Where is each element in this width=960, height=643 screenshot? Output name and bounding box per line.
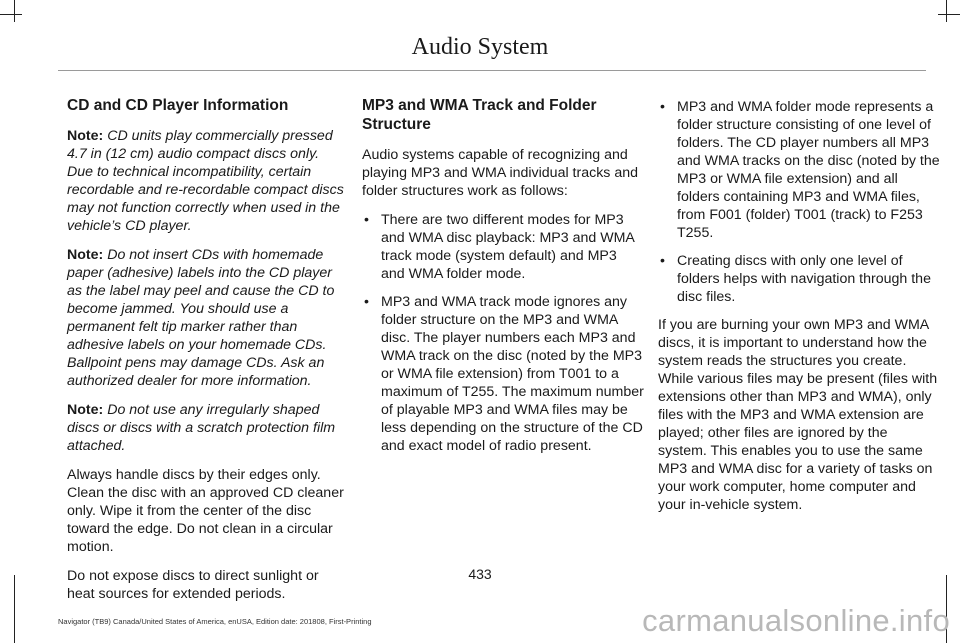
column-3 bbox=[658, 98, 940, 525]
edition-footer: Navigator (TB9) Canada/United States of America, enUSA, Edition date: 201808, First-Printing bbox=[58, 617, 372, 626]
list-item-text: There are two different modes for MP3 and WMA disc playback: MP3 and WMA track mode (system default) and MP3 and WMA folder mode. bbox=[381, 212, 635, 282]
note bbox=[67, 246, 349, 390]
crop-mark bbox=[14, 575, 15, 643]
note bbox=[67, 401, 349, 455]
list-item bbox=[658, 98, 940, 242]
watermark[interactable]: carmanualsonline.info bbox=[642, 603, 950, 638]
crop-mark bbox=[946, 0, 947, 22]
paragraph: Do not expose discs to direct sunlight or heat sources for extended periods. bbox=[67, 568, 319, 602]
note-text: CD units play commercially pressed 4.7 in (12 cm) audio compact discs only. Due to technical incompatibility, certain recordable and re-recordable compact discs may not function correctly when used in the vehicle’s CD player. bbox=[67, 128, 344, 234]
list-item bbox=[362, 293, 644, 455]
bullet-list bbox=[362, 211, 644, 455]
list-item-text: Creating discs with only one level of folders helps with navigation through the disc files. bbox=[677, 253, 931, 305]
section-heading: CD and CD Player Information bbox=[67, 97, 289, 114]
note-label: Note: bbox=[67, 247, 104, 263]
page-title: Audio System bbox=[411, 34, 549, 60]
note bbox=[67, 127, 349, 235]
paragraph: Audio systems capable of recognizing and playing MP3 and WMA individual tracks and folder structures work as follows: bbox=[362, 147, 639, 199]
crop-mark bbox=[0, 14, 22, 15]
bullet-icon: • bbox=[660, 99, 665, 115]
section-heading: MP3 and WMA Track and Folder Structure bbox=[362, 97, 597, 133]
crop-mark bbox=[938, 14, 960, 15]
list-item-text: MP3 and WMA track mode ignores any folder structure on the MP3 and WMA disc. The player numbers each MP3 and WMA track on the disc (noted by the MP3 or WMA file extension) from T001 to a maximum of T255. The maximum number of playable MP3 and WMA files may be less depending on the structure of the CD and exact model of radio present. bbox=[381, 294, 644, 454]
bullet-icon: • bbox=[364, 294, 369, 310]
crop-mark bbox=[14, 0, 15, 22]
paragraph: Always handle discs by their edges only. Clean the disc with an approved CD cleaner only. Wipe it from the center of the disc toward the edge. Do not clean in a circular motion. bbox=[67, 467, 344, 555]
paragraph: If you are burning your own MP3 and WMA discs, it is important to understand how the system reads the structures you create. While various files may be present (files with extensions other than MP3 and WMA), only files with the MP3 and WMA extension are played; other files are ignored by the system. This enables you to use the same MP3 and WMA disc for a variety of tasks on your work computer, home computer and your in-vehicle system. bbox=[658, 317, 938, 513]
bullet-list bbox=[658, 98, 940, 306]
bullet-icon: • bbox=[660, 253, 665, 269]
list-item bbox=[658, 252, 940, 306]
list-item bbox=[362, 211, 644, 283]
note-label: Note: bbox=[67, 402, 104, 418]
note-text: Do not use any irregularly shaped discs or discs with a scratch protection film attached. bbox=[67, 402, 336, 454]
note-text: Do not insert CDs with homemade paper (adhesive) labels into the CD player as the label may peel and cause the CD to become jammed. You should use a permanent felt tip marker rather than adhesive labels on your homemade CDs. Ballpoint pens may damage CDs. Ask an authorized dealer for more information. bbox=[67, 247, 335, 389]
header-divider bbox=[58, 70, 926, 71]
page-number: 433 bbox=[468, 566, 492, 582]
list-item-text: MP3 and WMA folder mode represents a folder structure consisting of one level of folders. The CD player numbers all MP3 and WMA tracks on the disc (noted by the MP3 or WMA file extension) and all folders containing MP3 and WMA files, from F001 (folder) T001 (track) to F253 T255. bbox=[677, 99, 940, 241]
column-1 bbox=[67, 96, 349, 614]
column-2 bbox=[362, 96, 644, 465]
bullet-icon: • bbox=[364, 212, 369, 228]
note-label: Note: bbox=[67, 128, 104, 144]
